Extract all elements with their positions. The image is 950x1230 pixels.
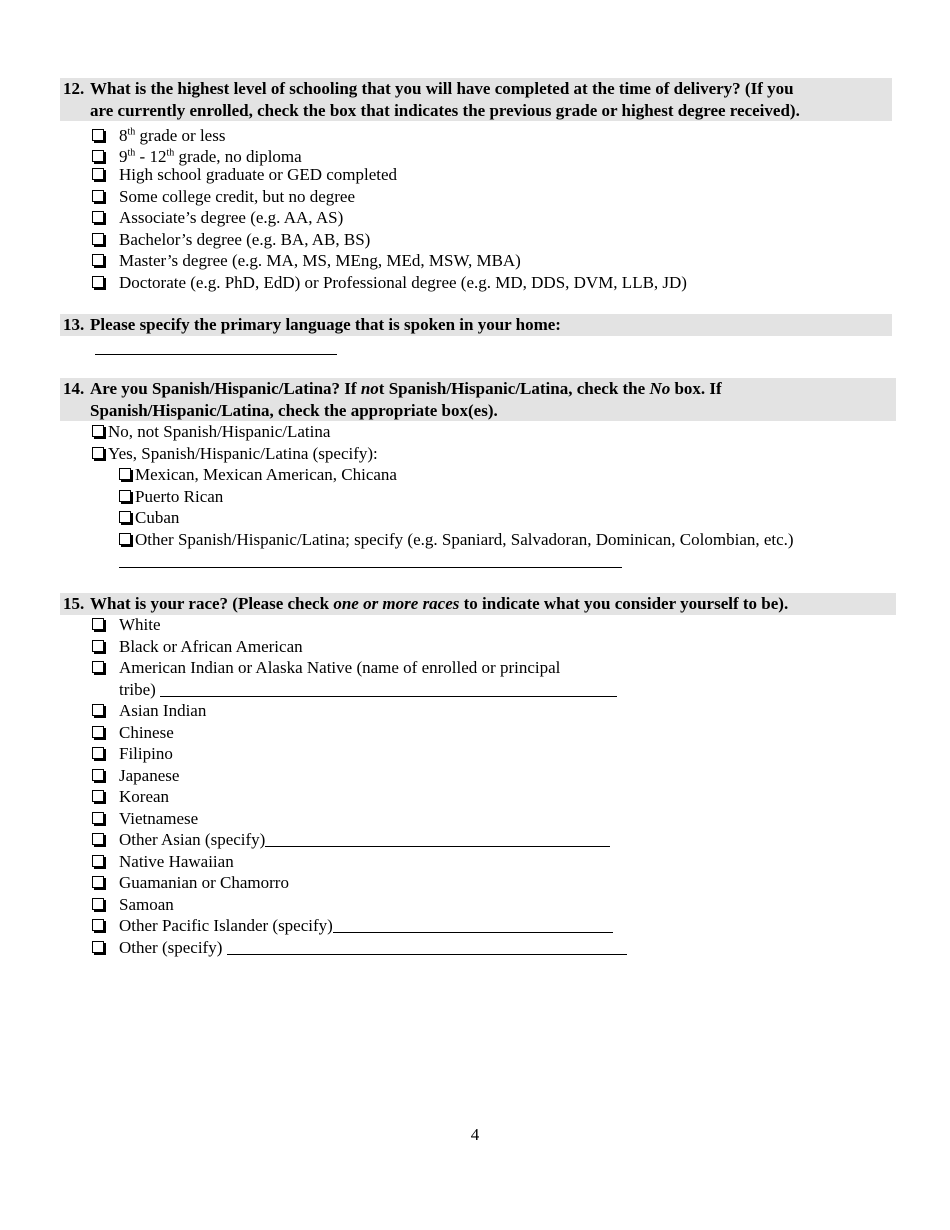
q12-option-label: Master’s degree (e.g. MA, MS, MEng, MEd, MSW, MBA)	[119, 251, 521, 270]
q12-option[interactable]	[92, 250, 521, 272]
q15-text: What is your race? (Please check one or more races to indicate what you consider yourself to be).	[90, 594, 789, 613]
q15-option[interactable]	[92, 829, 610, 851]
q15-option[interactable]	[92, 872, 289, 894]
q15-option[interactable]	[92, 700, 206, 722]
q14-specify-line[interactable]	[119, 567, 622, 568]
checkbox-icon[interactable]	[92, 233, 104, 245]
q15-option-label: Black or African American	[119, 636, 303, 656]
q12-option[interactable]	[92, 207, 343, 229]
q12-option[interactable]	[92, 143, 302, 165]
q14-option-label: No, not Spanish/Hispanic/Latina	[108, 422, 331, 441]
q12-heading	[60, 78, 892, 121]
tribe-answer-line[interactable]	[160, 681, 617, 697]
q15-option[interactable]	[92, 851, 234, 873]
q15-option-label: Other (specify)	[119, 937, 223, 957]
q15-option[interactable]	[92, 614, 161, 636]
q14-sub-option[interactable]	[119, 486, 223, 508]
q12-option[interactable]	[92, 121, 225, 143]
checkbox-icon[interactable]	[92, 168, 104, 180]
q13-answer-line[interactable]	[95, 354, 337, 355]
q12-option-label: 8th grade or less	[119, 125, 226, 145]
checkbox-icon[interactable]	[119, 468, 131, 480]
q15-option-label: Guamanian or Chamorro	[119, 873, 289, 892]
checkbox-icon[interactable]	[92, 812, 104, 824]
q12-option-label: Associate’s degree (e.g. AA, AS)	[119, 208, 344, 227]
checkbox-icon[interactable]	[92, 276, 104, 288]
other-asian-answer-line[interactable]	[265, 831, 610, 847]
checkbox-icon[interactable]	[92, 769, 104, 781]
q12-option[interactable]	[92, 186, 355, 208]
q15-option-continuation	[119, 679, 617, 701]
q14-sub-option-label: Cuban	[135, 508, 180, 527]
checkbox-icon[interactable]	[92, 704, 104, 716]
checkbox-icon[interactable]	[92, 150, 104, 162]
q15-option-label: tribe)	[119, 679, 156, 699]
q15-option-label: Japanese	[119, 765, 180, 785]
checkbox-icon[interactable]	[92, 254, 104, 266]
q13-heading	[60, 314, 892, 336]
checkbox-icon[interactable]	[92, 640, 104, 652]
q15-option-label: Asian Indian	[119, 701, 207, 720]
q14-sub-option[interactable]	[119, 464, 397, 486]
q15-option-label: Native Hawaiian	[119, 851, 234, 871]
q13-text: Please specify the primary language that is spoken in your home:	[90, 315, 561, 334]
checkbox-icon[interactable]	[92, 855, 104, 867]
checkbox-icon[interactable]	[92, 211, 104, 223]
q12-option-label: Doctorate (e.g. PhD, EdD) or Professional degree (e.g. MD, DDS, DVM, LLB, JD)	[119, 272, 687, 292]
other-race-answer-line[interactable]	[227, 939, 627, 955]
checkbox-icon[interactable]	[92, 898, 104, 910]
page-number: 4	[470, 1125, 480, 1144]
q14-sub-option-label: Puerto Rican	[135, 486, 224, 506]
q15-option-label: White	[119, 615, 161, 634]
q12-number: 12.	[63, 79, 85, 98]
q15-option[interactable]	[92, 765, 179, 787]
checkbox-icon[interactable]	[92, 876, 104, 888]
q15-option[interactable]	[92, 786, 169, 808]
q15-option-label: Other Asian (specify)	[119, 830, 266, 849]
q14-heading	[60, 378, 896, 421]
q15-option-label: Vietnamese	[119, 808, 199, 828]
checkbox-icon[interactable]	[92, 618, 104, 630]
q15-option[interactable]	[92, 894, 174, 916]
q15-number: 15.	[63, 594, 85, 613]
q15-option-label: Samoan	[119, 894, 174, 914]
q12-option[interactable]	[92, 164, 397, 186]
checkbox-icon[interactable]	[92, 726, 104, 738]
q14-sub-option[interactable]	[119, 507, 179, 529]
q12-option[interactable]	[92, 229, 370, 251]
checkbox-icon[interactable]	[92, 919, 104, 931]
q13-number: 13.	[63, 315, 85, 334]
q12-option-label: High school graduate or GED completed	[119, 165, 398, 184]
q15-option-label: Filipino	[119, 744, 173, 763]
q14-text-line2: Spanish/Hispanic/Latina, check the appropriate box(es).	[90, 400, 498, 420]
q15-option[interactable]	[92, 722, 174, 744]
q14-option[interactable]	[92, 443, 378, 465]
q12-option[interactable]	[92, 272, 687, 294]
q14-option[interactable]	[92, 421, 330, 443]
checkbox-icon[interactable]	[92, 661, 104, 673]
q12-option-label: 9th - 12th grade, no diploma	[119, 147, 302, 167]
q14-text-line1: Are you Spanish/Hispanic/Latina? If not Spanish/Hispanic/Latina, check the No box. If	[90, 379, 722, 398]
q14-number: 14.	[63, 379, 85, 398]
q12-text-line2: are currently enrolled, check the box that indicates the previous grade or highest degree received).	[90, 100, 800, 120]
q15-option[interactable]	[92, 657, 560, 679]
q15-option[interactable]	[92, 915, 613, 937]
q15-heading	[60, 593, 896, 615]
checkbox-icon[interactable]	[92, 425, 104, 437]
q12-option-label: Some college credit, but no degree	[119, 186, 356, 206]
checkbox-icon[interactable]	[119, 533, 131, 545]
checkbox-icon[interactable]	[119, 490, 131, 502]
checkbox-icon[interactable]	[92, 833, 104, 845]
q14-sub-option-label: Mexican, Mexican American, Chicana	[135, 465, 397, 484]
q15-option[interactable]	[92, 937, 627, 959]
checkbox-icon[interactable]	[92, 190, 104, 202]
q14-sub-option-label: Other Spanish/Hispanic/Latina; specify (e.g. Spaniard, Salvadoran, Dominican, Colombian, etc.)	[135, 529, 794, 549]
checkbox-icon[interactable]	[92, 447, 104, 459]
q15-option-label: Other Pacific Islander (specify)	[119, 916, 333, 935]
checkbox-icon[interactable]	[92, 129, 104, 141]
q15-option-label: American Indian or Alaska Native (name of enrolled or principal	[119, 658, 561, 677]
q14-option-label: Yes, Spanish/Hispanic/Latina (specify):	[108, 443, 378, 463]
q12-text-line1: What is the highest level of schooling that you will have completed at the time of delivery? (If you	[90, 79, 794, 98]
q15-option[interactable]	[92, 808, 198, 830]
other-pacific-islander-answer-line[interactable]	[333, 917, 613, 933]
q15-option-label: Korean	[119, 787, 170, 806]
q15-option-label: Chinese	[119, 722, 174, 742]
q12-option-label: Bachelor’s degree (e.g. BA, AB, BS)	[119, 229, 371, 249]
checkbox-icon[interactable]	[92, 941, 104, 953]
checkbox-icon[interactable]	[92, 790, 104, 802]
checkbox-icon[interactable]	[92, 747, 104, 759]
checkbox-icon[interactable]	[119, 511, 131, 523]
q15-option[interactable]	[92, 743, 173, 765]
q14-sub-option[interactable]	[119, 529, 794, 551]
q15-option[interactable]	[92, 636, 303, 658]
